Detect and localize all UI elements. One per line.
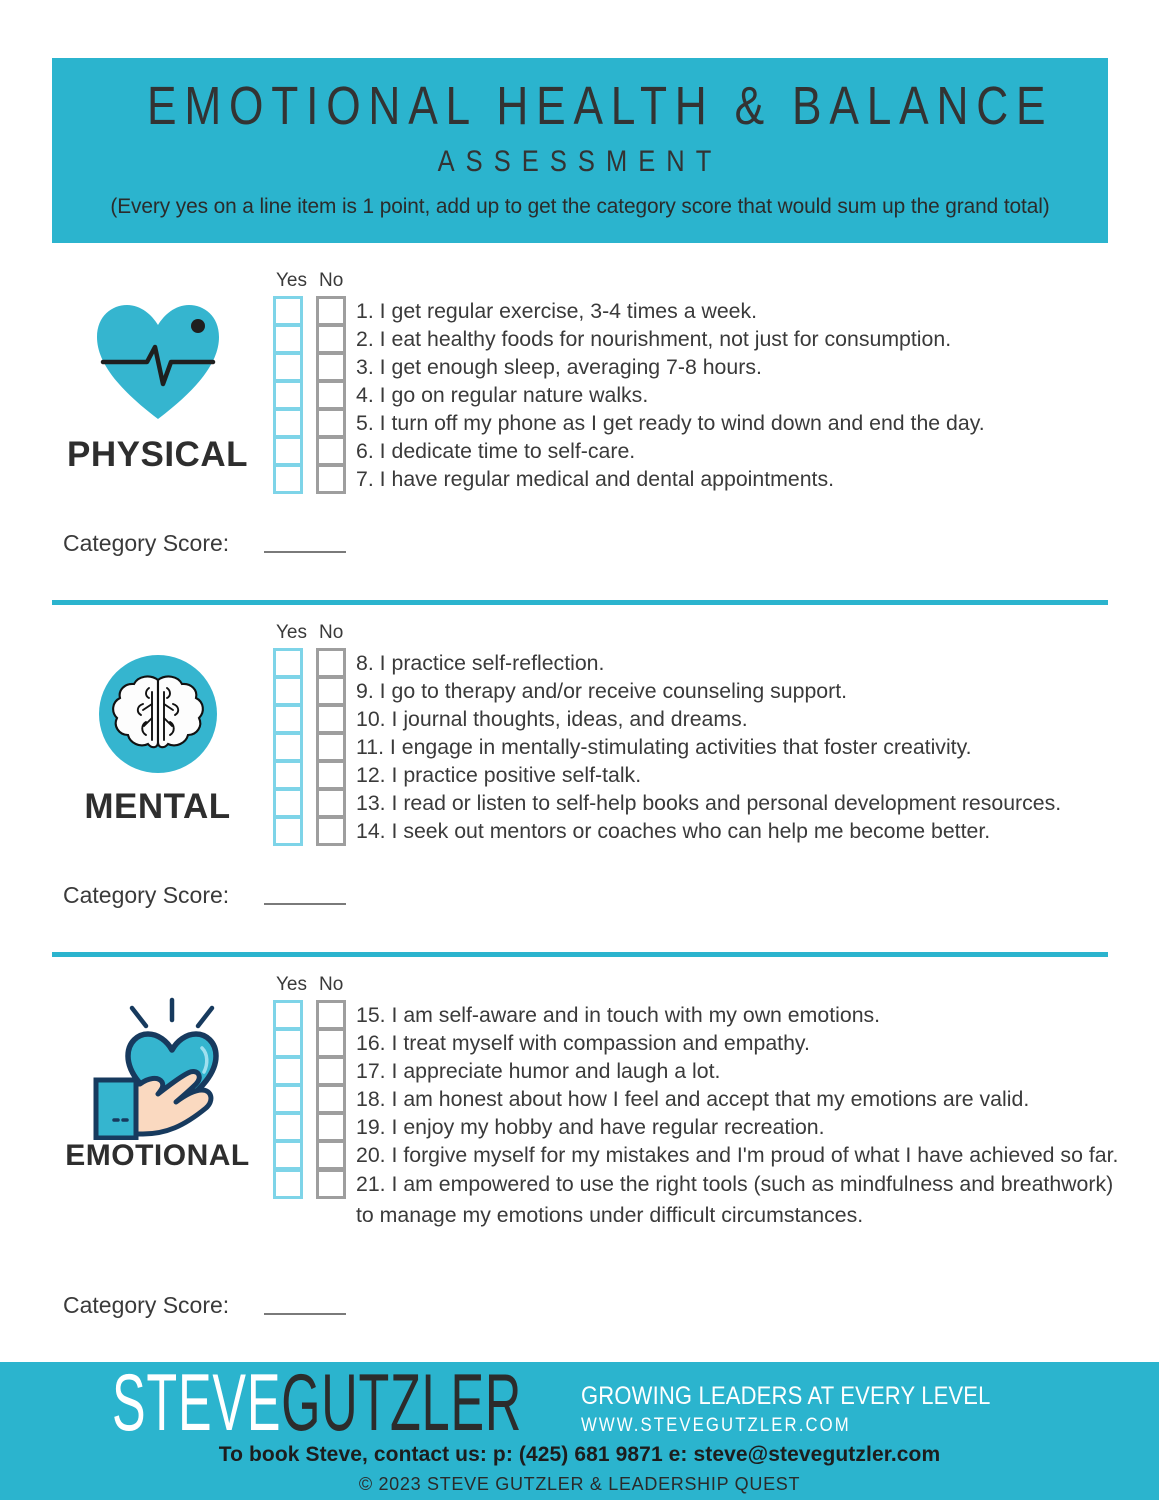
- checklist-item-text: 21. I am empowered to use the right tools (such as mindfulness and breathwork) to manage my emotions under difficult circumstances.: [356, 1172, 1114, 1227]
- footer-booking-info: To book Steve, contact us: p: (425) 681 9871 e: steve@stevegutzler.com: [218, 1443, 941, 1466]
- checkbox-no[interactable]: [316, 1112, 346, 1142]
- checkbox-yes[interactable]: [273, 1000, 303, 1030]
- category-score-input[interactable]: [264, 551, 346, 553]
- checkbox-no[interactable]: [316, 760, 346, 790]
- checklist-row: [273, 1000, 1143, 1030]
- checklist-item-text: 1. I get regular exercise, 3-4 times a week.: [356, 299, 758, 323]
- checklist-item-text: 14. I seek out mentors or coaches who can help me become better.: [356, 819, 991, 843]
- checklist-item-text: 20. I forgive myself for my mistakes and I'm proud of what I have achieved so far.: [356, 1143, 1119, 1167]
- checkbox-yes[interactable]: [273, 408, 303, 438]
- checkbox-yes[interactable]: [273, 352, 303, 382]
- label-yes: Yes: [276, 270, 307, 291]
- category-icon-emotional: [45, 998, 270, 1173]
- checklist-row: [273, 676, 1143, 706]
- checkbox-no[interactable]: [316, 1028, 346, 1058]
- checklist-item-text: 3. I get enough sleep, averaging 7-8 hours.: [356, 355, 762, 379]
- label-yes: Yes: [276, 974, 307, 995]
- checkbox-yes[interactable]: [273, 760, 303, 790]
- checkbox-no[interactable]: [316, 816, 346, 846]
- checklist-item-text: 8. I practice self-reflection.: [356, 651, 605, 675]
- page-subtitle: ASSESSMENT: [437, 145, 723, 178]
- page-footer: [0, 1358, 1159, 1500]
- category-icon-mental: [45, 646, 270, 827]
- checklist-item-text: 17. I appreciate humor and laugh a lot.: [356, 1059, 721, 1083]
- footer-brand-row: [0, 1358, 1159, 1448]
- checkbox-yes[interactable]: [273, 1028, 303, 1058]
- checkbox-no[interactable]: [316, 1140, 346, 1170]
- yesno-header-physical: [276, 270, 343, 292]
- checkbox-yes[interactable]: [273, 788, 303, 818]
- category-score-label: Category Score:: [63, 530, 230, 556]
- checklist-row: [273, 704, 1143, 734]
- checkbox-no[interactable]: [316, 788, 346, 818]
- checkbox-no[interactable]: [316, 408, 346, 438]
- checklist-item-text: 2. I eat healthy foods for nourishment, not just for consumption.: [356, 327, 952, 351]
- brand-second: GUTZLER: [281, 1358, 523, 1448]
- brand-logo: [112, 1358, 523, 1448]
- label-no: No: [319, 270, 344, 291]
- checklist-item-text: 19. I enjoy my hobby and have regular recreation.: [356, 1115, 825, 1139]
- checklist-row: [273, 436, 1143, 466]
- yesno-header-mental: [276, 622, 343, 644]
- checklist-row: [273, 1140, 1143, 1171]
- yesno-header-emotional: [276, 974, 343, 996]
- checkbox-yes[interactable]: [273, 1140, 303, 1170]
- page-title: EMOTIONAL HEALTH & BALANCE: [147, 76, 1054, 136]
- checklist-row: [273, 324, 1143, 354]
- category-score-mental: [63, 882, 346, 909]
- hand-holding-heart-icon: [45, 998, 270, 1133]
- footer-tag-block: [581, 1382, 1046, 1439]
- checklist-row: [273, 352, 1143, 382]
- checkbox-no[interactable]: [316, 380, 346, 410]
- checklist-row: [273, 788, 1143, 818]
- checklist-row: [273, 408, 1143, 438]
- section-divider: [52, 600, 1108, 605]
- category-icon-physical: [45, 294, 270, 475]
- checkbox-no[interactable]: [316, 648, 346, 678]
- checklist-row: [273, 760, 1143, 790]
- checkbox-no[interactable]: [316, 704, 346, 734]
- checklist-row: [273, 296, 1143, 326]
- checkbox-yes[interactable]: [273, 324, 303, 354]
- category-score-label: Category Score:: [63, 882, 230, 908]
- checkbox-yes[interactable]: [273, 648, 303, 678]
- checklist-row: [273, 816, 1143, 846]
- heart-pulse-icon: [45, 294, 270, 429]
- checkbox-yes[interactable]: [273, 436, 303, 466]
- checkbox-yes[interactable]: [273, 676, 303, 706]
- footer-copyright: © 2023 STEVE GUTZLER & LEADERSHIP QUEST: [358, 1474, 801, 1494]
- checklist-row: [273, 464, 1143, 494]
- checklist-item-text: 18. I am honest about how I feel and accept that my emotions are valid.: [356, 1087, 1030, 1111]
- label-yes: Yes: [276, 622, 307, 643]
- checkbox-no[interactable]: [316, 324, 346, 354]
- checklist-row: [273, 380, 1143, 410]
- checklist-row: [273, 1056, 1143, 1086]
- checkbox-no[interactable]: [316, 1056, 346, 1086]
- checkbox-yes[interactable]: [273, 1056, 303, 1086]
- checklist-item-text: 9. I go to therapy and/or receive counseling support.: [356, 679, 848, 703]
- checklist-physical: [273, 298, 1143, 494]
- footer-website[interactable]: WWW.STEVEGUTZLER.COM: [581, 1415, 851, 1436]
- brain-circle-icon: [45, 646, 270, 781]
- checklist-row: [273, 732, 1143, 762]
- page-header: [52, 58, 1108, 243]
- checkbox-yes[interactable]: [273, 380, 303, 410]
- category-score-input[interactable]: [264, 903, 346, 905]
- checkbox-yes[interactable]: [273, 704, 303, 734]
- checkbox-yes[interactable]: [273, 1169, 303, 1199]
- checklist-item-text: 12. I practice positive self-talk.: [356, 763, 642, 787]
- checklist-item-text: 16. I treat myself with compassion and empathy.: [356, 1031, 810, 1055]
- checklist-item-text: 5. I turn off my phone as I get ready to wind down and end the day.: [356, 411, 985, 435]
- checkbox-no[interactable]: [316, 464, 346, 494]
- checklist-item-text: 13. I read or listen to self-help books and personal development resources.: [356, 791, 1062, 815]
- category-score-emotional: [63, 1292, 346, 1319]
- checklist-emotional: [273, 1002, 1143, 1231]
- label-no: No: [319, 974, 344, 995]
- checkbox-yes[interactable]: [273, 816, 303, 846]
- category-label-emotional: EMOTIONAL: [65, 1139, 250, 1172]
- footer-tagline: GROWING LEADERS AT EVERY LEVEL: [581, 1382, 991, 1410]
- checklist-item-text: 11. I engage in mentally-stimulating activities that foster creativity.: [356, 735, 972, 759]
- checkbox-no[interactable]: [316, 436, 346, 466]
- category-label-physical: PHYSICAL: [67, 435, 248, 474]
- checklist-row: [273, 1084, 1143, 1114]
- checkbox-no[interactable]: [316, 1084, 346, 1114]
- category-score-label: Category Score:: [63, 1292, 230, 1318]
- category-label-mental: MENTAL: [84, 787, 231, 826]
- checklist-row: [273, 648, 1143, 678]
- checkbox-yes[interactable]: [273, 296, 303, 326]
- scoring-instructions: (Every yes on a line item is 1 point, add up to get the category score that would sum up the grand total): [110, 194, 1050, 218]
- checkbox-yes[interactable]: [273, 464, 303, 494]
- checkbox-yes[interactable]: [273, 1112, 303, 1142]
- checklist-item-text: 15. I am self-aware and in touch with my own emotions.: [356, 1003, 881, 1027]
- checklist-mental: [273, 650, 1143, 846]
- checkbox-no[interactable]: [316, 352, 346, 382]
- checkbox-no[interactable]: [316, 1169, 346, 1199]
- checkbox-no[interactable]: [316, 296, 346, 326]
- checkbox-no[interactable]: [316, 676, 346, 706]
- checklist-item-text: 4. I go on regular nature walks.: [356, 383, 649, 407]
- checklist-row: [273, 1169, 1143, 1231]
- checkbox-yes[interactable]: [273, 1084, 303, 1114]
- section-divider: [52, 952, 1108, 957]
- checkbox-yes[interactable]: [273, 732, 303, 762]
- checklist-item-text: 10. I journal thoughts, ideas, and dreams.: [356, 707, 748, 731]
- category-score-physical: [63, 530, 346, 557]
- category-score-input[interactable]: [264, 1313, 346, 1315]
- checklist-row: [273, 1112, 1143, 1142]
- checkbox-no[interactable]: [316, 732, 346, 762]
- checklist-row: [273, 1028, 1143, 1058]
- checklist-item-text: 6. I dedicate time to self-care.: [356, 439, 636, 463]
- brand-first: STEVE: [112, 1358, 282, 1448]
- checklist-item-text: 7. I have regular medical and dental appointments.: [356, 467, 835, 491]
- checkbox-no[interactable]: [316, 1000, 346, 1030]
- label-no: No: [319, 622, 344, 643]
